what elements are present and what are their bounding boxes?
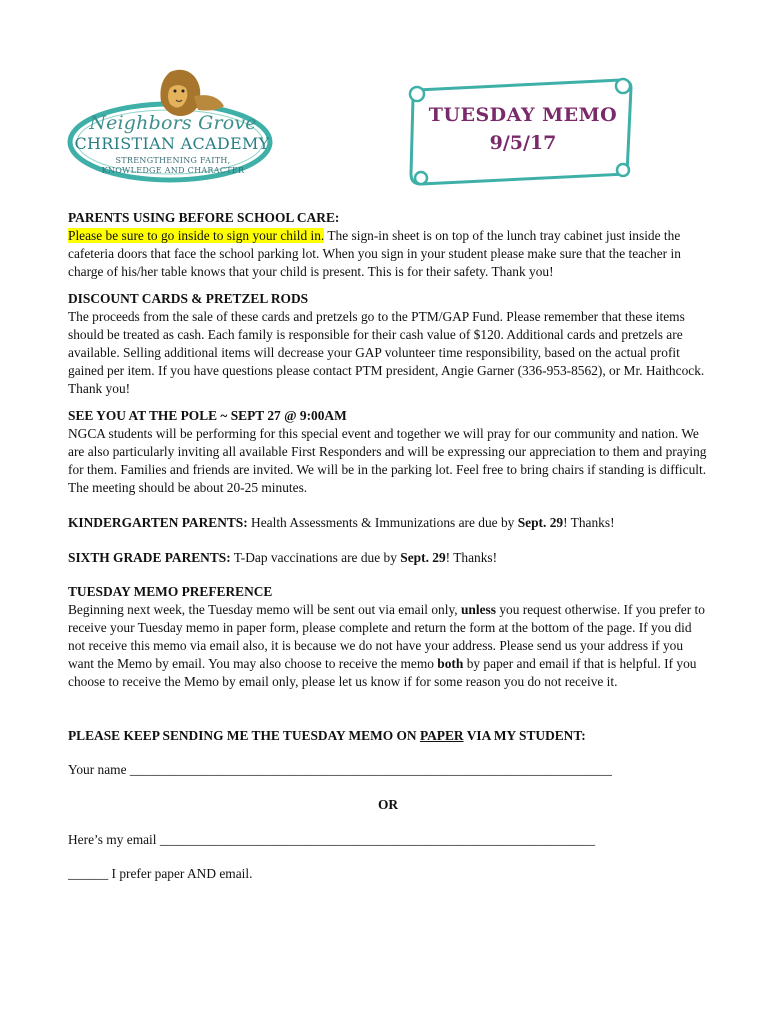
form-heading-pre: PLEASE KEEP SENDING ME THE TUESDAY MEMO ON: [68, 728, 420, 743]
form-heading-paper: PAPER: [419, 728, 464, 743]
before-care-text: The sign-in sheet is on top of the lunch tray cabinet just inside the cafeteria doors that face the school parking lot. When you sign in your student please make sure that the teacher in charge of his/her table knows that your child is present. This is for their safety. Thank you!: [68, 228, 681, 279]
logo-tagline-1: STRENGTHENING FAITH,: [115, 156, 231, 165]
form-heading: [68, 727, 708, 745]
memo-content: [68, 209, 708, 883]
preference-bold-unless: unless: [460, 602, 496, 617]
kindergarten-notice: [68, 514, 708, 532]
preference-heading: TUESDAY MEMO PREFERENCE: [68, 584, 273, 599]
preference-body: [68, 601, 708, 691]
kindergarten-text: Health Assessments & Immunizations are due by: [247, 515, 518, 530]
form-or: OR: [377, 797, 399, 812]
pole-body: NGCA students will be performing for this special event and together we will pray for our community and nation. We are also particularly inviting all available First Responders and will be expressing our appreciation to them and praying for them. Families and friends are invited. We will be in the parking lot. Feel free to bring chairs if standing is difficult. The meeting should be about 20-25 minutes.: [68, 426, 707, 495]
sixth-grade-label: SIXTH GRADE PARENTS:: [68, 550, 231, 565]
school-logo: [66, 66, 276, 184]
your-name-field[interactable]: Your name ________________________________________________________________________: [68, 762, 612, 777]
discount-heading: DISCOUNT CARDS & PRETZEL RODS: [68, 291, 309, 306]
pole-heading: SEE YOU AT THE POLE ~ SEPT 27 @ 9:00AM: [68, 408, 347, 423]
sixth-grade-tail: ! Thanks!: [445, 550, 498, 565]
memo-date: 9/5/17: [489, 132, 557, 154]
discount-body: The proceeds from the sale of these cards and pretzels go to the PTM/GAP Fund. Please remember that these items should be treated as cash. Each family is responsible for their cash value of $120. Additional cards and pretzels are available. Selling additional items will decrease your GAP volunteer time responsibility, based on the actual profit gained per item. If you have questions please contact PTM president, Angie Garner (336-953-8562), or Mr. Haithcock. Thank you!: [68, 309, 705, 396]
preference-text-2: you request otherwise. If you prefer to receive your Tuesday memo in paper form, please complete and return the form at the bottom of the page. If you did not receive this memo via email also, it is because we do not have your address. Please send us your address if you want the Memo by email. You may also choose to receive the memo: [68, 602, 705, 671]
kindergarten-label: KINDERGARTEN PARENTS:: [68, 515, 248, 530]
logo-academy-name: CHRISTIAN ACADEMY: [74, 134, 270, 153]
memo-title: TUESDAY MEMO: [428, 104, 618, 126]
form-heading-post: VIA MY STUDENT:: [463, 728, 586, 743]
logo-tagline-2: KNOWLEDGE AND CHARACTER: [101, 166, 245, 175]
before-care-body: [68, 227, 708, 281]
sixth-grade-notice: [68, 549, 708, 567]
kindergarten-date: Sept. 29: [517, 515, 564, 530]
sixth-grade-date: Sept. 29: [400, 550, 446, 565]
before-care-heading: PARENTS USING BEFORE SCHOOL CARE:: [68, 210, 340, 225]
preference-text-1: Beginning next week, the Tuesday memo will be sent out via email only,: [68, 602, 461, 617]
before-care-highlight: Please be sure to go inside to sign your child in.: [68, 228, 325, 243]
logo-script-text: Neighbors Grove: [89, 112, 257, 134]
sixth-grade-text: T-Dap vaccinations are due by: [230, 550, 401, 565]
preference-text-3: by paper and email if that is helpful. If you choose to receive the Memo by email only, please let us know if for some reason you do not receive it.: [68, 656, 697, 689]
paper-and-email-option[interactable]: ______ I prefer paper AND email.: [68, 866, 253, 881]
kindergarten-tail: ! Thanks!: [563, 515, 615, 530]
preference-bold-both: both: [437, 656, 464, 671]
memo-banner: [403, 74, 635, 190]
your-email-field[interactable]: Here’s my email _________________________________________________________________: [68, 832, 596, 847]
